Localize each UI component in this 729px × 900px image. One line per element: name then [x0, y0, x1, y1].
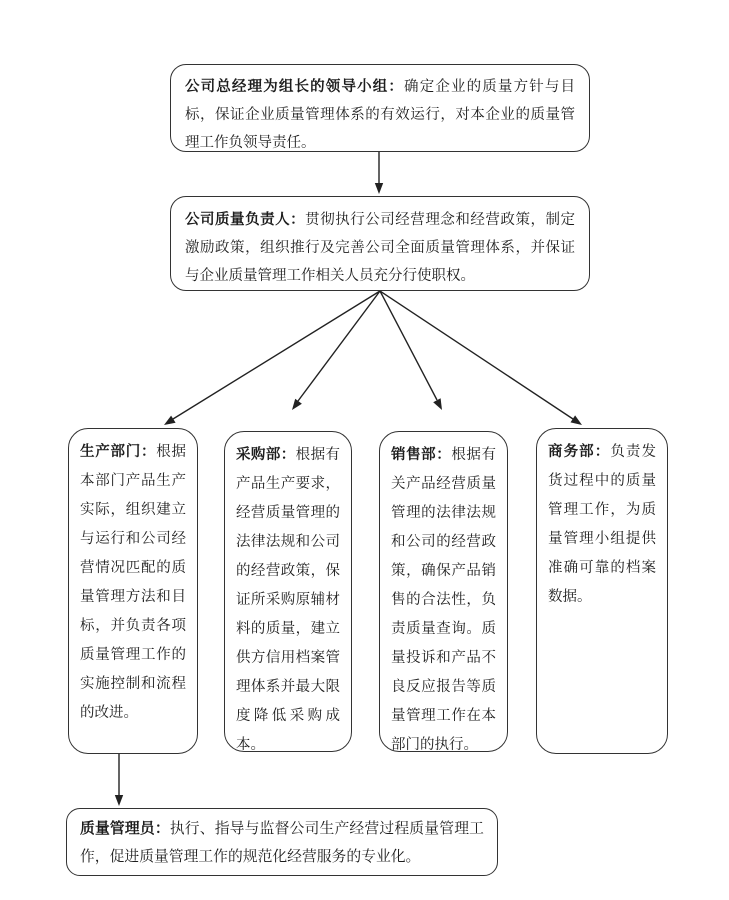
sales-dept-title: 销售部：	[391, 447, 452, 463]
quality-manager-box	[66, 808, 498, 876]
leadership-group-box	[170, 64, 590, 152]
sales-dept-body: 根据有关产品经营质量管理的法律法规和公司的经营政策，确保产品销售的合法性，负责质量查询。质量投诉和产品不良反应报告等质量管理工作在本部门的执行。	[391, 447, 497, 753]
production-dept-body: 根据本部门产品生产实际，组织建立与运行和公司经营情况匹配的质量管理方法和目标，并负责各项质量管理工作的实施控制和流程的改进。	[80, 444, 186, 721]
commerce-dept-title: 商务部：	[548, 444, 611, 460]
arrow-quality-lead-to-production	[164, 291, 380, 425]
purchasing-dept-box	[224, 431, 352, 752]
commerce-dept-body: 负责发货过程中的质量管理工作，为质量管理小组提供准确可靠的档案数据。	[548, 444, 657, 605]
commerce-dept-box	[536, 428, 668, 754]
quality-manager-title: 质量管理员：	[80, 821, 170, 837]
quality-lead-body: 贯彻执行公司经营理念和经营政策，制定激励政策，组织推行及完善公司全面质量管理体系，并保证与企业质量管理工作相关人员充分行使职权。	[185, 212, 576, 284]
quality-manager-body: 执行、指导与监督公司生产经营过程质量管理工作，促进质量管理工作的规范化经营服务的专业化。	[80, 821, 484, 865]
arrow-quality-lead-to-commerce	[380, 291, 582, 425]
production-dept-title: 生产部门：	[80, 444, 157, 460]
quality-lead-title: 公司质量负责人：	[185, 212, 306, 228]
sales-dept-box	[379, 431, 508, 752]
purchasing-dept-body: 根据有产品生产要求，经营质量管理的法律法规和公司的经营政策，保证所采购原辅材料的质量，建立供方信用档案管理体系并最大限度降低采购成本。	[236, 447, 341, 753]
production-dept-box	[68, 428, 198, 754]
arrow-quality-lead-to-sales	[380, 291, 442, 410]
arrow-production-to-manager	[115, 753, 123, 806]
arrow-leadership-to-quality-lead	[375, 152, 383, 194]
leadership-group-body: 确定企业的质量方针与目标，保证企业质量管理体系的有效运行，对本企业的质量管理工作负领导责任。	[185, 79, 576, 151]
leadership-group-title: 公司总经理为组长的领导小组：	[185, 79, 405, 95]
quality-lead-box	[170, 196, 590, 291]
purchasing-dept-title: 采购部：	[236, 447, 296, 463]
arrow-quality-lead-to-purchasing	[292, 291, 380, 410]
